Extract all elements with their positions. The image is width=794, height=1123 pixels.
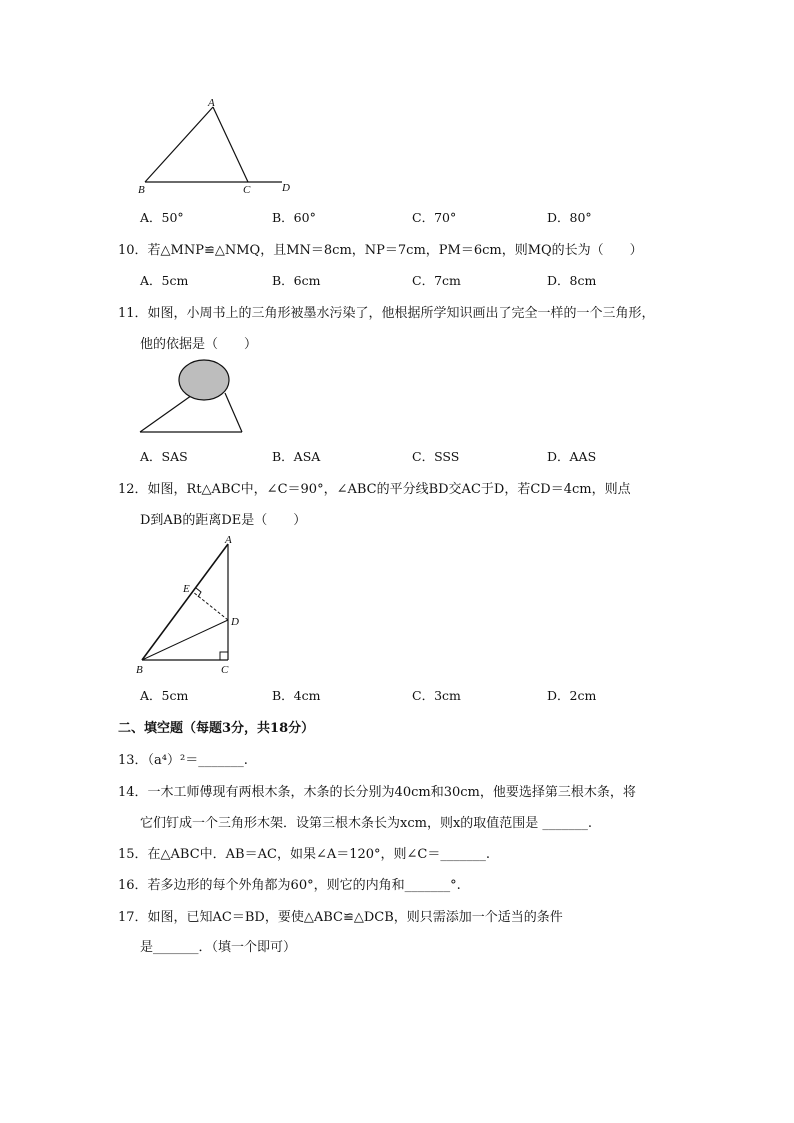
q15-text: 15．在△ABC中．AB＝AC，如果∠A＝120°，则∠C＝_______. xyxy=(118,847,491,862)
label-b: B xyxy=(138,184,145,196)
q12-option-b: B．4cm xyxy=(272,688,321,703)
q11-option-d: D．AAS xyxy=(547,449,597,464)
q10-option-c: C．7cm xyxy=(412,273,461,288)
q12-option-c: C．3cm xyxy=(412,688,461,703)
q10-option-a: A．5cm xyxy=(140,273,189,288)
q10-stem: 10．若△MNP≌△NMQ，且MN＝8cm，NP＝7cm，PM＝6cm，则MQ的长为（ ） xyxy=(118,243,643,258)
label-a: A xyxy=(208,97,215,109)
label-a: A xyxy=(225,534,232,546)
q9-option-c: C．70° xyxy=(412,210,457,225)
q17-line2: 是_______．（填一个即可） xyxy=(140,940,297,955)
label-c: C xyxy=(221,664,229,676)
q9-option-a: A．50° xyxy=(140,210,184,225)
q14-line2: 它们钉成一个三角形木架．设第三根木条长为xcm，则x的取值范围是 _______. xyxy=(140,816,593,831)
label-e: E xyxy=(183,583,190,595)
q16-text: 16．若多边形的每个外角都为60°，则它的内角和_______°. xyxy=(118,878,461,893)
q12-stem-line1: 12．如图，Rt△ABC中，∠C＝90°，∠ABC的平分线BD交AC于D，若CD＝4cm，则点 xyxy=(118,482,631,497)
q9-option-b: B．60° xyxy=(272,210,316,225)
label-c: C xyxy=(243,184,251,196)
q17-line1: 17．如图，已知AC＝BD，要使△ABC≌△DCB，则只需添加一个适当的条件 xyxy=(118,910,563,925)
label-d: D xyxy=(231,616,239,628)
figure-triangle-abc-extended xyxy=(130,92,310,202)
q14-line1: 14．一木工师傅现有两根木条，木条的长分别为40cm和30cm，他要选择第三根木条，将 xyxy=(118,785,636,800)
q12-stem-line2: D到AB的距离DE是（ ） xyxy=(140,513,307,528)
q11-option-b: B．ASA xyxy=(272,449,321,464)
figure-ink-stained-triangle xyxy=(135,355,250,437)
q9-option-d: D．80° xyxy=(547,210,592,225)
q10-option-b: B．6cm xyxy=(272,273,321,288)
section-title-fill-in-blank: 二、填空题（每题3分，共18分） xyxy=(118,721,315,736)
q11-stem-line2: 他的依据是（ ） xyxy=(140,337,258,352)
q11-stem-line1: 11．如图，小周书上的三角形被墨水污染了，他根据所学知识画出了完全一样的一个三角形， xyxy=(118,306,655,321)
q10-option-d: D．8cm xyxy=(547,273,597,288)
q13-text: 13．（a⁴）²＝_______. xyxy=(118,753,248,768)
q11-option-c: C．SSS xyxy=(412,449,460,464)
label-d: D xyxy=(282,182,290,194)
q12-option-a: A．5cm xyxy=(140,688,189,703)
q11-option-a: A．SAS xyxy=(140,449,188,464)
q12-option-d: D．2cm xyxy=(547,688,597,703)
label-b: B xyxy=(136,664,143,676)
figure-right-triangle-bisector xyxy=(130,532,260,680)
